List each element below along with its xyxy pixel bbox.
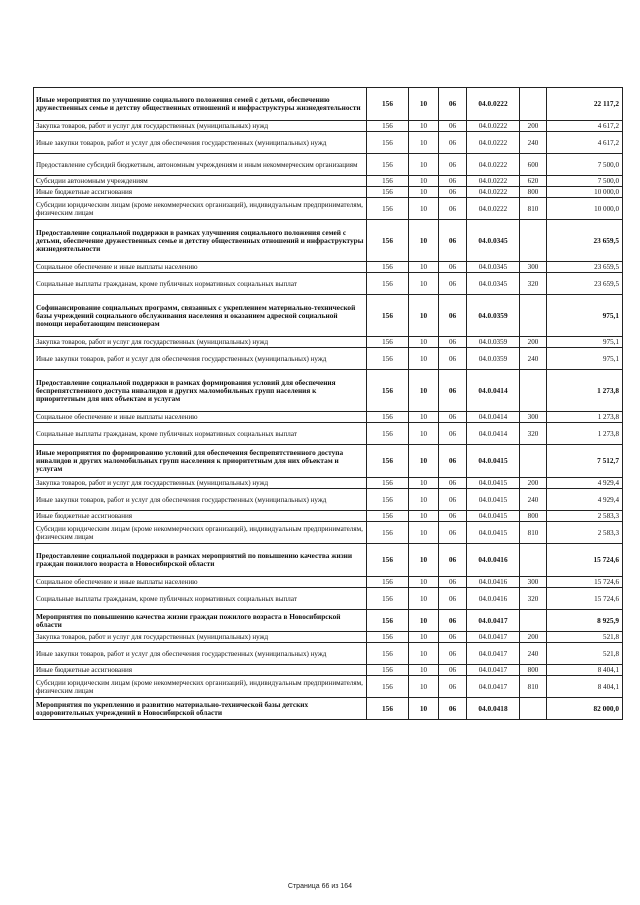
table-row — [34, 478, 623, 489]
row-target-article: 04.0.0415 — [467, 522, 520, 544]
row-section: 10 — [409, 577, 439, 588]
table-row — [34, 154, 623, 176]
row-subsection: 06 — [439, 610, 467, 632]
row-expense-type: 300 — [520, 262, 547, 273]
row-amount: 23 659,5 — [547, 262, 623, 273]
table-row — [34, 676, 623, 698]
row-name: Предоставление социальной поддержки в рамках мероприятий по повышению качества жизни граждан пожилого возраста в Новосибирской области — [34, 544, 367, 577]
row-section: 10 — [409, 544, 439, 577]
row-expense-type — [520, 445, 547, 478]
row-section: 10 — [409, 489, 439, 511]
row-subsection: 06 — [439, 187, 467, 198]
row-target-article: 04.0.0415 — [467, 478, 520, 489]
row-target-article: 04.0.0414 — [467, 412, 520, 423]
row-expense-type — [520, 295, 547, 337]
row-name: Иные бюджетные ассигнования — [34, 665, 367, 676]
row-target-article: 04.0.0222 — [467, 187, 520, 198]
row-target-article: 04.0.0222 — [467, 154, 520, 176]
row-expense-type — [520, 88, 547, 121]
row-grbs: 156 — [367, 121, 409, 132]
row-target-article: 04.0.0416 — [467, 588, 520, 610]
row-name: Иные бюджетные ассигнования — [34, 187, 367, 198]
row-amount: 10 000,0 — [547, 187, 623, 198]
row-target-article: 04.0.0418 — [467, 698, 520, 720]
row-section: 10 — [409, 423, 439, 445]
row-amount: 4 617,2 — [547, 121, 623, 132]
row-grbs: 156 — [367, 676, 409, 698]
row-section: 10 — [409, 370, 439, 412]
row-grbs: 156 — [367, 478, 409, 489]
row-grbs: 156 — [367, 295, 409, 337]
row-target-article: 04.0.0222 — [467, 176, 520, 187]
row-target-article: 04.0.0416 — [467, 577, 520, 588]
row-section: 10 — [409, 511, 439, 522]
row-expense-type — [520, 544, 547, 577]
row-subsection: 06 — [439, 220, 467, 262]
row-grbs: 156 — [367, 665, 409, 676]
row-expense-type — [520, 370, 547, 412]
row-grbs: 156 — [367, 412, 409, 423]
table-section-row — [34, 445, 623, 478]
row-grbs: 156 — [367, 273, 409, 295]
table-row — [34, 423, 623, 445]
row-grbs: 156 — [367, 262, 409, 273]
row-grbs: 156 — [367, 632, 409, 643]
row-grbs: 156 — [367, 698, 409, 720]
row-expense-type: 800 — [520, 511, 547, 522]
row-name: Субсидии юридическим лицам (кроме некоммерческих организаций), индивидуальным предпринимателям, физическим лицам — [34, 676, 367, 698]
row-amount: 22 117,2 — [547, 88, 623, 121]
row-grbs: 156 — [367, 132, 409, 154]
row-target-article: 04.0.0414 — [467, 423, 520, 445]
row-subsection: 06 — [439, 577, 467, 588]
row-section: 10 — [409, 698, 439, 720]
row-amount: 23 659,5 — [547, 273, 623, 295]
row-subsection: 06 — [439, 121, 467, 132]
row-amount: 2 583,3 — [547, 511, 623, 522]
row-section: 10 — [409, 273, 439, 295]
row-grbs: 156 — [367, 187, 409, 198]
row-target-article: 04.0.0345 — [467, 273, 520, 295]
row-section: 10 — [409, 220, 439, 262]
table-row — [34, 198, 623, 220]
row-amount: 23 659,5 — [547, 220, 623, 262]
row-subsection: 06 — [439, 478, 467, 489]
row-target-article: 04.0.0417 — [467, 610, 520, 632]
row-subsection: 06 — [439, 676, 467, 698]
row-name: Иные закупки товаров, работ и услуг для обеспечения государственных (муниципальных) нужд — [34, 132, 367, 154]
row-name: Субсидии юридическим лицам (кроме некоммерческих организаций), индивидуальным предпринимателям, физическим лицам — [34, 522, 367, 544]
table-section-row — [34, 370, 623, 412]
row-expense-type: 240 — [520, 489, 547, 511]
row-subsection: 06 — [439, 132, 467, 154]
row-name: Социальное обеспечение и иные выплаты населению — [34, 412, 367, 423]
row-expense-type: 810 — [520, 676, 547, 698]
row-target-article: 04.0.0359 — [467, 348, 520, 370]
row-expense-type: 320 — [520, 273, 547, 295]
row-target-article: 04.0.0415 — [467, 489, 520, 511]
row-expense-type — [520, 220, 547, 262]
row-name: Социальные выплаты гражданам, кроме публичных нормативных социальных выплат — [34, 273, 367, 295]
table-row — [34, 176, 623, 187]
table-row — [34, 632, 623, 643]
table-section-row — [34, 88, 623, 121]
row-grbs: 156 — [367, 610, 409, 632]
table-row — [34, 489, 623, 511]
row-name: Социальные выплаты гражданам, кроме публичных нормативных социальных выплат — [34, 588, 367, 610]
row-subsection: 06 — [439, 632, 467, 643]
table-section-row — [34, 610, 623, 632]
row-amount: 7 512,7 — [547, 445, 623, 478]
row-amount: 975,1 — [547, 348, 623, 370]
table-row — [34, 412, 623, 423]
row-grbs: 156 — [367, 544, 409, 577]
row-grbs: 156 — [367, 423, 409, 445]
row-subsection: 06 — [439, 348, 467, 370]
row-target-article: 04.0.0417 — [467, 632, 520, 643]
row-grbs: 156 — [367, 370, 409, 412]
row-expense-type — [520, 698, 547, 720]
table-section-row — [34, 220, 623, 262]
row-subsection: 06 — [439, 588, 467, 610]
row-grbs: 156 — [367, 88, 409, 121]
row-target-article: 04.0.0222 — [467, 132, 520, 154]
row-name: Мероприятия по укреплению и развитию материально-технической базы детских оздоровительных учреждений в Новосибирской области — [34, 698, 367, 720]
row-amount: 4 929,4 — [547, 478, 623, 489]
row-target-article: 04.0.0345 — [467, 220, 520, 262]
row-expense-type: 600 — [520, 154, 547, 176]
row-name: Субсидии юридическим лицам (кроме некоммерческих организаций), индивидуальным предпринимателям, физическим лицам — [34, 198, 367, 220]
table-row — [34, 643, 623, 665]
row-subsection: 06 — [439, 511, 467, 522]
row-amount: 4 929,4 — [547, 489, 623, 511]
row-name: Закупка товаров, работ и услуг для государственных (муниципальных) нужд — [34, 337, 367, 348]
row-expense-type: 200 — [520, 478, 547, 489]
row-target-article: 04.0.0414 — [467, 370, 520, 412]
row-subsection: 06 — [439, 412, 467, 423]
row-expense-type — [520, 610, 547, 632]
row-expense-type: 240 — [520, 643, 547, 665]
row-target-article: 04.0.0416 — [467, 544, 520, 577]
row-section: 10 — [409, 522, 439, 544]
row-amount: 10 000,0 — [547, 198, 623, 220]
row-subsection: 06 — [439, 295, 467, 337]
row-name: Софинансирование социальных программ, связанных с укреплением материально-технической базы учреждений социального обслуживания населения и оказанием адресной социальной помощи неработающим пенсионерам — [34, 295, 367, 337]
row-expense-type: 620 — [520, 176, 547, 187]
row-expense-type: 240 — [520, 132, 547, 154]
row-amount: 2 583,3 — [547, 522, 623, 544]
row-section: 10 — [409, 665, 439, 676]
row-grbs: 156 — [367, 337, 409, 348]
row-grbs: 156 — [367, 348, 409, 370]
row-subsection: 06 — [439, 176, 467, 187]
row-grbs: 156 — [367, 489, 409, 511]
row-target-article: 04.0.0417 — [467, 665, 520, 676]
row-target-article: 04.0.0415 — [467, 445, 520, 478]
row-grbs: 156 — [367, 522, 409, 544]
row-section: 10 — [409, 132, 439, 154]
row-grbs: 156 — [367, 588, 409, 610]
row-section: 10 — [409, 445, 439, 478]
row-amount: 7 500,0 — [547, 176, 623, 187]
row-target-article: 04.0.0345 — [467, 262, 520, 273]
row-expense-type: 320 — [520, 423, 547, 445]
row-name: Иные закупки товаров, работ и услуг для обеспечения государственных (муниципальных) нужд — [34, 643, 367, 665]
row-section: 10 — [409, 176, 439, 187]
row-target-article: 04.0.0417 — [467, 643, 520, 665]
row-section: 10 — [409, 262, 439, 273]
row-target-article: 04.0.0359 — [467, 295, 520, 337]
row-grbs: 156 — [367, 220, 409, 262]
table-section-row — [34, 698, 623, 720]
row-amount: 82 000,0 — [547, 698, 623, 720]
row-grbs: 156 — [367, 577, 409, 588]
table-row — [34, 511, 623, 522]
row-grbs: 156 — [367, 176, 409, 187]
row-subsection: 06 — [439, 522, 467, 544]
table-row — [34, 588, 623, 610]
row-name: Иные мероприятия по улучшению социального положения семей с детьми, обеспечению дружественных семье и детству общественных отношений и инфраструктуры жизнедеятельности — [34, 88, 367, 121]
row-section: 10 — [409, 295, 439, 337]
row-amount: 1 273,8 — [547, 412, 623, 423]
row-expense-type: 300 — [520, 577, 547, 588]
row-amount: 521,8 — [547, 643, 623, 665]
row-amount: 15 724,6 — [547, 577, 623, 588]
row-subsection: 06 — [439, 198, 467, 220]
row-grbs: 156 — [367, 198, 409, 220]
row-grbs: 156 — [367, 445, 409, 478]
table-row — [34, 577, 623, 588]
row-name: Социальное обеспечение и иные выплаты населению — [34, 577, 367, 588]
row-expense-type: 810 — [520, 522, 547, 544]
row-target-article: 04.0.0359 — [467, 337, 520, 348]
row-amount: 1 273,8 — [547, 370, 623, 412]
row-expense-type: 240 — [520, 348, 547, 370]
row-section: 10 — [409, 121, 439, 132]
row-section: 10 — [409, 676, 439, 698]
row-name: Социальные выплаты гражданам, кроме публичных нормативных социальных выплат — [34, 423, 367, 445]
row-amount: 521,8 — [547, 632, 623, 643]
row-expense-type: 800 — [520, 187, 547, 198]
row-grbs: 156 — [367, 511, 409, 522]
table-section-row — [34, 295, 623, 337]
row-name: Предоставление субсидий бюджетным, автономным учреждениям и иным некоммерческим организациям — [34, 154, 367, 176]
table-row — [34, 522, 623, 544]
row-subsection: 06 — [439, 643, 467, 665]
row-section: 10 — [409, 88, 439, 121]
table-row — [34, 665, 623, 676]
row-name: Субсидии автономным учреждениям — [34, 176, 367, 187]
row-section: 10 — [409, 643, 439, 665]
page-number: Страница 66 из 164 — [287, 883, 353, 890]
row-subsection: 06 — [439, 337, 467, 348]
row-expense-type: 200 — [520, 337, 547, 348]
row-name: Предоставление социальной поддержки в рамках формирования условий для обеспечения беспрепятственного доступа инвалидов и других маломобильных групп населения к приоритетным для них объектам и услугам — [34, 370, 367, 412]
table-row — [34, 132, 623, 154]
row-target-article: 04.0.0415 — [467, 511, 520, 522]
row-subsection: 06 — [439, 445, 467, 478]
table-section-row — [34, 544, 623, 577]
row-section: 10 — [409, 610, 439, 632]
row-expense-type: 300 — [520, 412, 547, 423]
row-section: 10 — [409, 588, 439, 610]
table-row — [34, 348, 623, 370]
row-name: Закупка товаров, работ и услуг для государственных (муниципальных) нужд — [34, 478, 367, 489]
row-amount: 7 500,0 — [547, 154, 623, 176]
budget-table — [33, 87, 623, 720]
row-section: 10 — [409, 337, 439, 348]
row-grbs: 156 — [367, 154, 409, 176]
row-expense-type: 320 — [520, 588, 547, 610]
row-name: Иные мероприятия по формированию условий для обеспечения беспрепятственного доступа инвалидов и других маломобильных групп населения к приоритетным для них объектам и услугам — [34, 445, 367, 478]
row-amount: 8 925,9 — [547, 610, 623, 632]
row-expense-type: 200 — [520, 632, 547, 643]
row-subsection: 06 — [439, 370, 467, 412]
row-amount: 975,1 — [547, 295, 623, 337]
row-section: 10 — [409, 348, 439, 370]
row-grbs: 156 — [367, 643, 409, 665]
table-row — [34, 337, 623, 348]
row-name: Иные бюджетные ассигнования — [34, 511, 367, 522]
row-name: Закупка товаров, работ и услуг для государственных (муниципальных) нужд — [34, 121, 367, 132]
table-row — [34, 187, 623, 198]
row-subsection: 06 — [439, 88, 467, 121]
table-row — [34, 121, 623, 132]
row-subsection: 06 — [439, 698, 467, 720]
row-name: Закупка товаров, работ и услуг для государственных (муниципальных) нужд — [34, 632, 367, 643]
row-section: 10 — [409, 412, 439, 423]
row-expense-type: 800 — [520, 665, 547, 676]
row-amount: 8 404,1 — [547, 676, 623, 698]
row-subsection: 06 — [439, 262, 467, 273]
row-target-article: 04.0.0222 — [467, 121, 520, 132]
row-subsection: 06 — [439, 154, 467, 176]
table-row — [34, 273, 623, 295]
row-subsection: 06 — [439, 665, 467, 676]
row-section: 10 — [409, 478, 439, 489]
row-name: Предоставление социальной поддержки в рамках улучшения социального положения семей с детьми, обеспечение дружественных семье и детству общественных отношений и инфраструктуры жизнедеятельности — [34, 220, 367, 262]
row-subsection: 06 — [439, 273, 467, 295]
row-subsection: 06 — [439, 423, 467, 445]
row-target-article: 04.0.0222 — [467, 198, 520, 220]
row-expense-type: 810 — [520, 198, 547, 220]
row-name: Иные закупки товаров, работ и услуг для обеспечения государственных (муниципальных) нужд — [34, 489, 367, 511]
row-subsection: 06 — [439, 489, 467, 511]
row-expense-type: 200 — [520, 121, 547, 132]
row-target-article: 04.0.0222 — [467, 88, 520, 121]
table-row — [34, 262, 623, 273]
row-section: 10 — [409, 154, 439, 176]
row-amount: 15 724,6 — [547, 588, 623, 610]
row-section: 10 — [409, 187, 439, 198]
row-subsection: 06 — [439, 544, 467, 577]
row-name: Мероприятия по повышению качества жизни граждан пожилого возраста в Новосибирской области — [34, 610, 367, 632]
row-target-article: 04.0.0417 — [467, 676, 520, 698]
row-name: Социальное обеспечение и иные выплаты населению — [34, 262, 367, 273]
row-amount: 15 724,6 — [547, 544, 623, 577]
row-amount: 975,1 — [547, 337, 623, 348]
row-amount: 4 617,2 — [547, 132, 623, 154]
row-section: 10 — [409, 198, 439, 220]
row-amount: 1 273,8 — [547, 423, 623, 445]
row-section: 10 — [409, 632, 439, 643]
row-name: Иные закупки товаров, работ и услуг для обеспечения государственных (муниципальных) нужд — [34, 348, 367, 370]
row-amount: 8 404,1 — [547, 665, 623, 676]
